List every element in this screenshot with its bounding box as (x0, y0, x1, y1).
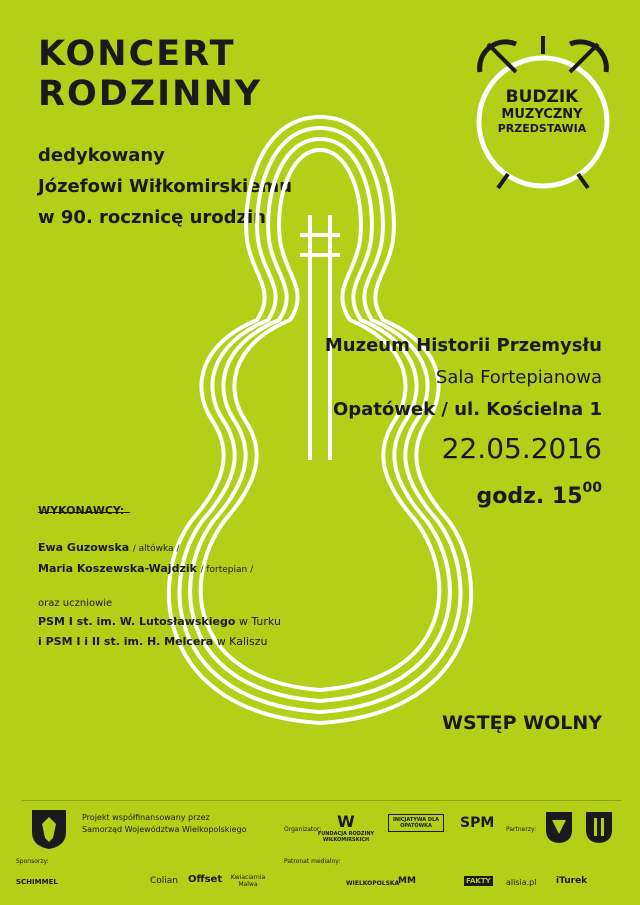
school-place: w Turku (238, 615, 281, 628)
initiative-logo: INICJATYWA DLA OPATÓWKA (388, 814, 444, 832)
sponsor-schimmel-logo: SCHIMMEL (16, 878, 58, 886)
venue-hall: Sala Fortepianowa (435, 367, 602, 388)
spm-logo: SPM (460, 815, 495, 831)
footer-divider (22, 800, 622, 801)
performer-name: Ewa Guzowska (38, 541, 130, 554)
organizer-label: Organizator: (284, 826, 322, 833)
sponsor-colian-logo: Colian (150, 876, 179, 886)
dedication-line-2: Józefowi Wiłkomirskiemu (38, 176, 293, 197)
sponsors-label: Sponsorzy: (16, 858, 49, 865)
media-label: Patronat medialny: (284, 858, 341, 865)
project-line-2: Samorząd Województwa Wielkopolskiego (82, 825, 247, 834)
eagle-crest-icon (30, 808, 68, 850)
dedication-line-1: dedykowany (38, 145, 165, 166)
sponsor-offset-logo: Offset (188, 874, 223, 885)
school-place: w Kaliszu (216, 635, 268, 648)
title-line-2: RODZINNY (38, 74, 263, 114)
performer-role: / altówka / (132, 544, 180, 554)
media-wielkopolska-logo: WIELKOPOLSKA (346, 880, 400, 887)
performers-also: oraz uczniowie (38, 598, 113, 609)
event-date: 22.05.2016 (441, 432, 602, 465)
title-line-1: KONCERT (38, 34, 236, 74)
media-alisia-logo: alisia.pl (506, 878, 537, 887)
sponsor-malwa-logo: Kwiaciarnia Malwa (230, 874, 266, 888)
performer-role: / fortepian / (200, 565, 254, 575)
venue-info (325, 330, 602, 426)
media-iturek-logo: iTurek (556, 876, 588, 886)
badge-line-1: BUDZIK (505, 87, 579, 107)
project-line-1: Projekt współfinansowany przez (82, 813, 210, 822)
admission-free: WSTĘP WOLNY (442, 712, 602, 734)
performers-divider (38, 512, 130, 513)
time-minutes: 00 (582, 480, 602, 496)
performers-heading: WYKONAWCY: (38, 504, 125, 517)
badge-line-2: MUZYCZNY (501, 107, 583, 122)
venue-museum: Muzeum Historii Przemysłu (324, 335, 602, 356)
dedication-line-3: w 90. rocznicę urodzin (38, 207, 266, 228)
school-2 (38, 632, 281, 652)
school-name: PSM I st. im. W. Lutosławskiego (38, 615, 236, 628)
project-note (82, 812, 246, 836)
organizer-logo: W FUNDACJA RODZINY WIŁKOMIRSKICH (312, 812, 380, 843)
performer-1 (38, 538, 253, 559)
media-mm-logo: MM (398, 876, 416, 886)
venue-address: Opatówek / ul. Kościelna 1 (333, 399, 602, 420)
performer-name: Maria Koszewska-Wajdzik (38, 562, 197, 575)
partner-crest-1-icon (544, 810, 574, 844)
partners-label: Partnerzy: (506, 826, 537, 833)
event-time (476, 480, 602, 509)
organizer-name: FUNDACJA RODZINY WIŁKOMIRSKICH (317, 831, 375, 843)
performers-list (38, 538, 253, 580)
performer-2 (38, 559, 253, 580)
school-name: i PSM I i II st. im. H. Melcera (38, 635, 214, 648)
partner-crest-2-icon (584, 810, 614, 844)
media-fakty-logo: FAKTY (466, 877, 491, 885)
time-label: godz. 15 (476, 484, 583, 509)
school-1 (38, 612, 281, 632)
badge-line-3: PRZEDSTAWIA (497, 122, 587, 135)
schools-list (38, 612, 281, 652)
